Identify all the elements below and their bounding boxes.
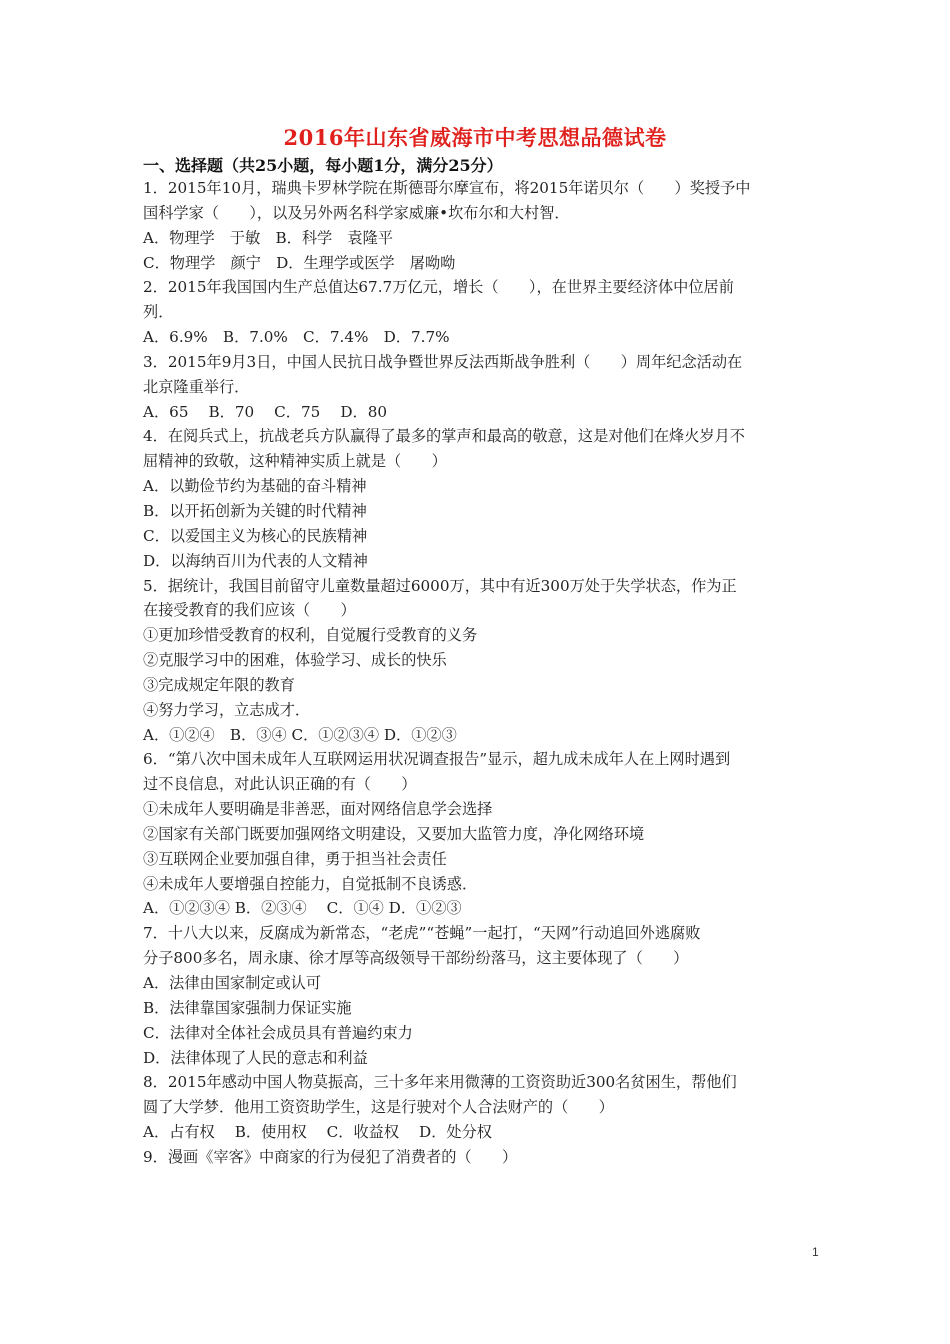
text-line: ①未成年人要明确是非善恶，面对网络信息学会选择 [143,800,493,819]
text-line: D．法律体现了人民的意志和利益 [143,1048,368,1067]
question-body [143,176,811,1170]
text-line: 屈精神的致敬，这种精神实质上就是（ ） [143,452,447,471]
text-line: 在接受教育的我们应该（ ） [143,601,356,620]
text-line: A．占有权 B．使用权 C．收益权 D．处分权 [143,1123,492,1142]
text-line: A．①②④ B．③④ C．①②③④ D．①②③ [143,725,457,744]
text-line: 2．2015年我国国内生产总值达67.7万亿元，增长（ ），在世界主要经济体中位居前 [143,278,734,297]
text-line: A．以勤俭节约为基础的奋斗精神 [143,477,367,496]
text-line: D．以海纳百川为代表的人文精神 [143,551,368,570]
text-line: 8．2015年感动中国人物莫振高，三十多年来用微薄的工资资助近300名贫困生，帮他们 [143,1073,737,1092]
text-line: 5．据统计，我国目前留守儿童数量超过6000万，其中有近300万处于失学状态，作为正 [143,576,737,595]
section-heading: 一、选择题（共25小题，每小题1分，满分25分） [143,156,503,175]
text-line: 4．在阅兵式上，抗战老兵方队赢得了最多的掌声和最高的敬意，这是对他们在烽火岁月不 [143,427,745,446]
text-line: ①更加珍惜受教育的权利，自觉履行受教育的义务 [143,626,478,645]
text-line: ④未成年人要增强自控能力，自觉抵制不良诱惑． [143,874,478,893]
text-line: A．①②③④ B．②③④ C．①④ D．①②③ [143,899,462,918]
text-line: A．法律由国家制定或认可 [143,974,322,992]
text-line: 7．十八大以来，反腐成为新常态，“老虎”“苍蝇”一起打，“天网”行动追回外逃腐败 [143,924,701,943]
text-line: 分子800多名，周永康、徐才厚等高级领导干部纷纷落马，这主要体现了（ ） [143,949,689,968]
text-line: ②克服学习中的困难，体验学习、成长的快乐 [143,651,447,670]
text-line: ④努力学习，立志成才． [143,700,311,719]
text-line: 3．2015年9月3日，中国人民抗日战争暨世界反法西斯战争胜利（ ）周年纪念活动在 [143,352,743,371]
page-title: 2016年山东省威海市中考思想品德试卷 [283,125,667,150]
text-line: 北京隆重举行． [143,377,250,396]
text-line: 列． [143,303,174,322]
text-line: C．以爱国主义为核心的民族精神 [143,526,368,545]
text-line: 1．2015年10月，瑞典卡罗林学院在斯德哥尔摩宣布，将2015年诺贝尔（ ）奖授予中 [143,179,751,197]
text-line: ③完成规定年限的教育 [143,675,295,694]
text-line: B．以开拓创新为关键的时代精神 [143,501,367,520]
text-line: A．6.9% B．7.0% C．7.4% D．7.7% [143,328,450,347]
text-line: 9．漫画《宰客》中商家的行为侵犯了消费者的（ ） [143,1147,518,1166]
text-line: C．法律对全体社会成员具有普遍约束力 [143,1023,413,1042]
text-line: ③互联网企业要加强自律，勇于担当社会责任 [143,849,447,868]
text-line: 圆了大学梦．他用工资资助学生，这是行驶对个人合法财产的（ ） [143,1098,614,1117]
text-line: C．物理学 颜宁 D．生理学或医学 屠呦呦 [143,253,456,272]
text-line: A．物理学 于敏 B．科学 袁隆平 [143,228,393,247]
text-line: B．法律靠国家强制力保证实施 [143,998,352,1017]
text-line: 6．“第八次中国未成年人互联网运用状况调查报告”显示，超九成未成年人在上网时遇到 [143,750,731,769]
text-line: A．65 B．70 C．75 D．80 [143,402,388,421]
text-line: ②国家有关部门既要加强网络文明建设，又要加大监管力度，净化网络环境 [143,824,645,843]
text-line: 过不良信息，对此认识正确的有（ ） [143,775,417,794]
page-number: 1 [812,1245,819,1259]
text-line: 国科学家（ ），以及另外两名科学家威廉•坎布尔和大村智． [143,203,570,222]
